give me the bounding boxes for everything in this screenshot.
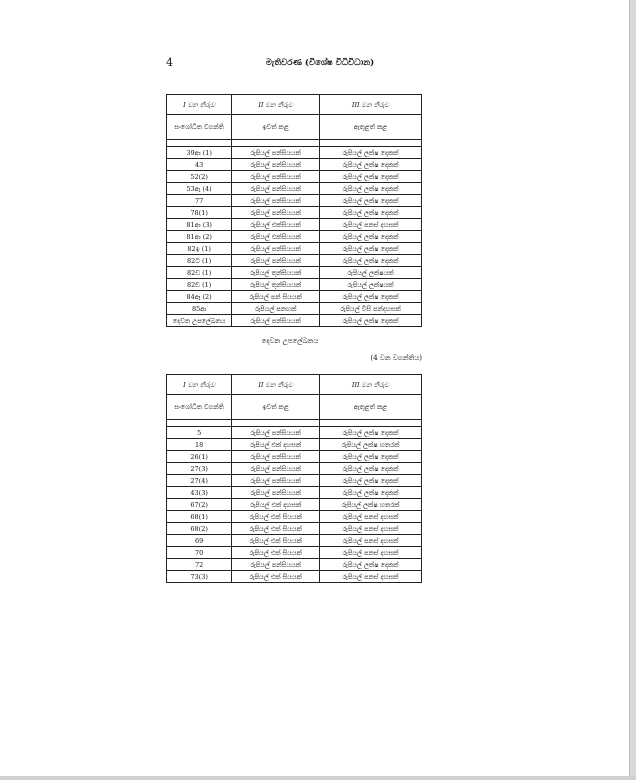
table-row [167, 219, 422, 231]
table-cell: රුපියල් විසි පන්දහසක් [319, 303, 421, 315]
table-cell: රුපියල් ලක්ෂ හතරක් [319, 499, 421, 511]
table-row [167, 523, 422, 535]
table-cell: 53ඇ (4) [167, 183, 232, 195]
table-row [167, 291, 422, 303]
table-cell: ඉවත් කළ [232, 395, 320, 420]
page-number: 4 [166, 56, 173, 69]
table-cell [319, 140, 421, 147]
table-cell: සංශෝධිත වගන්ති [167, 115, 232, 140]
table-row [167, 255, 422, 267]
table-cell: රුපියල් පන්සියයක් [232, 427, 320, 439]
table-cell: රුපියල් ලක්ෂ දෙකක් [319, 475, 421, 487]
table-cell: ඇතුළත් කළ [319, 395, 421, 420]
table-subheader-row [167, 395, 422, 420]
table-cell: රුපියල් පන්සියයක් [232, 171, 320, 183]
table-cell: රුපියල් පන්සියයක් [232, 243, 320, 255]
table-cell: 52(2) [167, 171, 232, 183]
table-cell: රුපියල් ලක්ෂ දෙකක් [319, 231, 421, 243]
table-cell: 26(1) [167, 451, 232, 463]
table-row [167, 183, 422, 195]
table-cell: රුපියල් ලක්ෂ දෙකක් [319, 171, 421, 183]
table-row [167, 487, 422, 499]
viewer-scroll-edge [629, 0, 636, 780]
table-row [167, 439, 422, 451]
table-cell: 72 [167, 559, 232, 571]
table-cell: 70 [167, 547, 232, 559]
table-cell: 82ට (1) [167, 255, 232, 267]
page-title: මැතිවරණ (විශේෂ විධිවිධාන) [265, 58, 375, 68]
table-cell: රුපියල් පනස් දහසක් [319, 523, 421, 535]
table-row [167, 303, 422, 315]
table-row [167, 207, 422, 219]
table-cell: ඇතුළත් කළ [319, 115, 421, 140]
table-spacer-row [167, 420, 422, 427]
table-cell: රුපියල් පන්සියයක් [232, 451, 320, 463]
table-cell [232, 420, 320, 427]
table-cell: 82ඩ (1) [167, 267, 232, 279]
table-cell: 43 [167, 159, 232, 171]
table-row [167, 451, 422, 463]
table-row [167, 427, 422, 439]
amendments-table-1 [166, 94, 422, 327]
table-row [167, 147, 422, 159]
table-cell: රුපියල් ලක්ෂ දෙකක් [319, 243, 421, 255]
table-cell: රුපියල් එක්සියයක් [232, 231, 320, 243]
table-row [167, 511, 422, 523]
table-cell: රුපියල් ලක්ෂ දෙකක් [319, 451, 421, 463]
table-cell: රුපියල් පන්සියයක් [232, 159, 320, 171]
table-cell: රුපියල් ලක්ෂ හතරක් [319, 439, 421, 451]
table-cell [232, 140, 320, 147]
table-cell: 77 [167, 195, 232, 207]
table-cell: රුපියල් ලක්ෂයක් [319, 279, 421, 291]
schedule-caption: දෙවන උපලේඛනය [261, 337, 319, 345]
table-cell: රුපියල් ලක්ෂ දෙකක් [319, 195, 421, 207]
table-cell: 5 [167, 427, 232, 439]
table-cell: රුපියල් පන්සියයක් [232, 147, 320, 159]
table-row [167, 195, 422, 207]
table-cell: රුපියල් තුන්සියයක් [232, 267, 320, 279]
table-cell: රුපියල් පනස් දහසක් [319, 535, 421, 547]
table-cell: 27(4) [167, 475, 232, 487]
table-cell: 67(2) [167, 499, 232, 511]
table-cell: II වන තීරුව [232, 375, 320, 395]
table-cell: රුපියල් පනස් දහසක් [319, 547, 421, 559]
table-cell: දෙවන උපලේඛනය [167, 315, 232, 327]
table-row [167, 171, 422, 183]
table-cell: 81ආ (2) [167, 231, 232, 243]
table-cell: රුපියල් පනස් දහසක් [319, 511, 421, 523]
table-cell: රුපියල් පනස් දහසක් [319, 219, 421, 231]
table-row [167, 499, 422, 511]
table-cell: 68(2) [167, 523, 232, 535]
table-row [167, 243, 422, 255]
table-cell: රුපියල් එක්සියයක් [232, 219, 320, 231]
table-cell: රුපියල් පන්සියයක් [232, 255, 320, 267]
table-cell: රුපියල් පන්සියයක් [232, 195, 320, 207]
table-cell: 27(3) [167, 463, 232, 475]
table-cell: රුපියල් පන්සියයක් [232, 559, 320, 571]
table-cell: රුපියල් එක් දහසක් [232, 499, 320, 511]
table-cell: රුපියල් පන්සියයක් [232, 463, 320, 475]
table-cell: 82ඞ (1) [167, 279, 232, 291]
table-cell: රුපියල් පන් සියයක් [232, 291, 320, 303]
table-cell: රුපියල් තුන්සියයක් [232, 279, 320, 291]
table-cell: 18 [167, 439, 232, 451]
table-spacer-row [167, 140, 422, 147]
table-cell: රුපියල් ලක්ෂ දෙකක් [319, 559, 421, 571]
table-row [167, 315, 422, 327]
table-cell: රුපියල් පන්සියයක් [232, 487, 320, 499]
table-cell: 84ඈ (2) [167, 291, 232, 303]
table-row [167, 535, 422, 547]
table-cell: 43(3) [167, 487, 232, 499]
table-cell: රුපියල් එක් දහසක් [232, 439, 320, 451]
table-cell: රුපියල් ලක්ෂ දෙකක් [319, 207, 421, 219]
table-row [167, 571, 422, 583]
table-subheader-row [167, 115, 422, 140]
table-cell: රුපියල් ලක්ෂ දෙකක් [319, 463, 421, 475]
table-row [167, 159, 422, 171]
table-cell: රුපියල් එක් සියයක් [232, 571, 320, 583]
table-cell: රුපියල් එක් සියයක් [232, 547, 320, 559]
table-cell: රුපියල් පනහක් [232, 303, 320, 315]
table-row [167, 559, 422, 571]
table-header-row [167, 95, 422, 115]
table-cell: රුපියල් එක් සියයක් [232, 511, 320, 523]
table-row [167, 547, 422, 559]
table-cell: රුපියල් පන්සියයක් [232, 475, 320, 487]
table-cell: රුපියල් ලක්ෂ දෙකක් [319, 159, 421, 171]
table-cell: රුපියල් පන්සියයක් [232, 315, 320, 327]
table-row [167, 231, 422, 243]
table-row [167, 279, 422, 291]
table-cell: සංශෝධිත වගන්ති [167, 395, 232, 420]
table-cell: III වන තීරුව [319, 95, 421, 115]
table-cell: රුපියල් ලක්ෂ දෙකක් [319, 427, 421, 439]
table-cell: I වන තීරුව [167, 375, 232, 395]
table-cell: 68(1) [167, 511, 232, 523]
table-row [167, 267, 422, 279]
table-cell: රුපියල් පන්සියයක් [232, 207, 320, 219]
table-cell: 69 [167, 535, 232, 547]
table-cell: රුපියල් පන්සියයක් [232, 183, 320, 195]
table-cell: රුපියල් පනස් දහසක් [319, 571, 421, 583]
table-cell: රුපියල් ලක්ෂ දෙකක් [319, 255, 421, 267]
table-cell: රුපියල් එක් සියයක් [232, 523, 320, 535]
table-cell: III වන තීරුව [319, 375, 421, 395]
table-cell: 85ආ [167, 303, 232, 315]
table-cell: රුපියල් ලක්ෂ දෙකක් [319, 315, 421, 327]
table-cell: රුපියල් ලක්ෂ දෙකක් [319, 487, 421, 499]
table-cell: රුපියල් එක් සියයක් [232, 535, 320, 547]
table-cell: රුපියල් ලක්ෂ දෙකක් [319, 147, 421, 159]
schedule-subcaption: (4 වන වගන්තිය) [370, 354, 422, 362]
table-cell [319, 420, 421, 427]
viewer-bottom-edge [0, 776, 636, 780]
table-cell: II වන තීරුව [232, 95, 320, 115]
table-cell: 78(1) [167, 207, 232, 219]
table-cell: 81ආ (3) [167, 219, 232, 231]
table-cell: රුපියල් ලක්ෂ දෙකක් [319, 183, 421, 195]
table-cell: 73(3) [167, 571, 232, 583]
table-cell [167, 140, 232, 147]
table-header-row [167, 375, 422, 395]
table-cell: 82ඉ (1) [167, 243, 232, 255]
table-cell: 39ආ (1) [167, 147, 232, 159]
table-cell: රුපියල් ලක්ෂයක් [319, 267, 421, 279]
table-row [167, 475, 422, 487]
table-row [167, 463, 422, 475]
table-cell: රුපියල් ලක්ෂ දෙකක් [319, 291, 421, 303]
table-cell: I වන තීරුව [167, 95, 232, 115]
table-cell [167, 420, 232, 427]
table-cell: ඉවත් කළ [232, 115, 320, 140]
amendments-table-2 [166, 374, 422, 583]
